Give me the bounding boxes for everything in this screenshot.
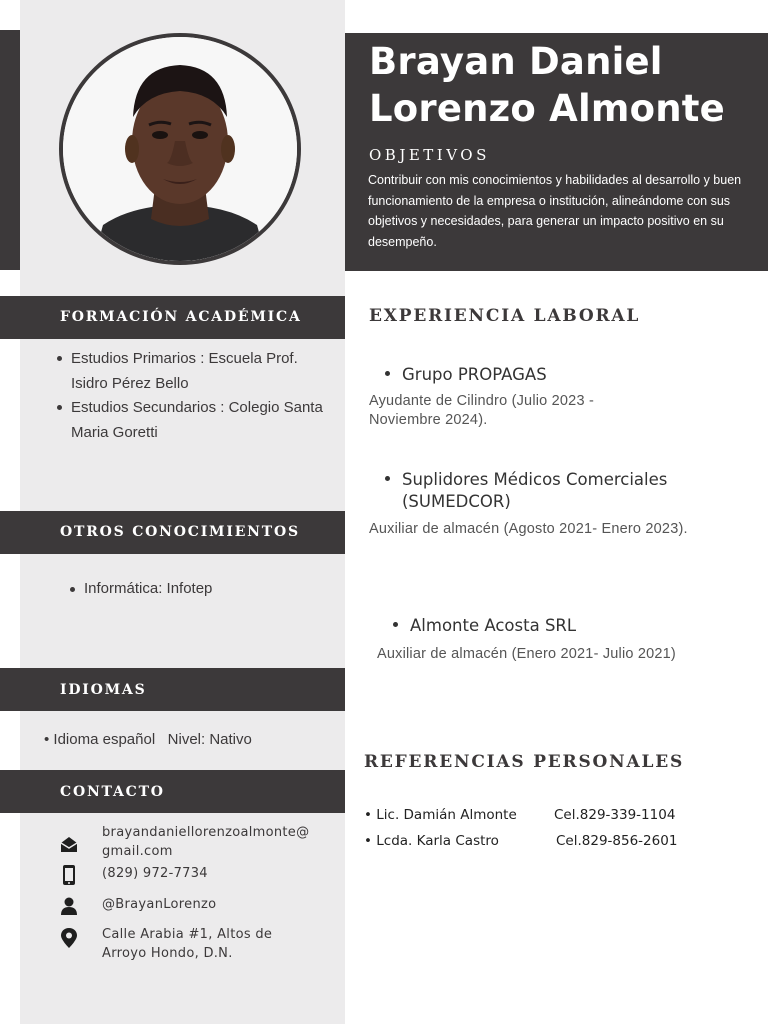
- objective-text: Contribuir con mis conocimientos y habilidades al desarrollo y buen funcionamiento de la empresa o institución, alineándome con sus objetivos y necesidades, para generar un impacto positivo en su desempeño.: [368, 173, 742, 249]
- reference-item: [364, 807, 676, 823]
- job-title: [393, 615, 576, 637]
- phone-text[interactable]: (829) 972-7734: [102, 866, 208, 881]
- other-knowledge-title: OTROS CONOCIMIENTOS: [60, 524, 300, 540]
- name-line-1: Brayan Daniel: [369, 40, 663, 83]
- languages-section-bar: [0, 668, 345, 711]
- job-company-line-2: (SUMEDCOR): [402, 492, 511, 511]
- bullet-icon: [385, 371, 390, 376]
- profile-photo: [59, 33, 301, 265]
- job-company: Suplidores Médicos Comerciales: [402, 470, 668, 489]
- job-description: Auxiliar de almacén (Enero 2021- Julio 2021): [377, 646, 676, 662]
- job-title: [385, 469, 667, 491]
- other-knowledge-list: [68, 578, 338, 600]
- email-text[interactable]: [102, 823, 309, 861]
- references-title: REFERENCIAS PERSONALES: [364, 752, 685, 772]
- reference-name: • Lcda. Karla Castro: [364, 833, 499, 849]
- experience-title: EXPERIENCIA LABORAL: [369, 306, 641, 326]
- phone-icon: [59, 864, 79, 886]
- contact-title: CONTACTO: [60, 784, 165, 800]
- bullet-icon: [385, 476, 390, 481]
- address-line-1: Calle Arabia #1, Altos de: [102, 927, 273, 942]
- address-line-2: Arroyo Hondo, D.N.: [102, 946, 233, 961]
- education-title: FORMACIÓN ACADÉMICA: [60, 309, 302, 325]
- name-line-2: Lorenzo Almonte: [369, 87, 725, 130]
- left-accent-bar: [0, 30, 20, 270]
- language-item: • Idioma español Nivel: Nativo: [44, 731, 252, 748]
- reference-item: [364, 833, 678, 849]
- address-text: [102, 925, 272, 963]
- job-description: Ayudante de Cilindro (Julio 2023 - Noviembre 2024).: [369, 393, 594, 428]
- full-name: [369, 38, 759, 132]
- email-line-1: brayandaniellorenzoalmonte@: [102, 825, 310, 840]
- location-pin-icon: [59, 927, 79, 949]
- job-company: Grupo PROPAGAS: [402, 365, 547, 384]
- reference-phone: Cel.829-856-2601: [556, 833, 678, 849]
- job-company: Almonte Acosta SRL: [410, 616, 577, 635]
- objective-title: OBJETIVOS: [369, 146, 490, 164]
- list-item: Informática: Infotep: [68, 578, 338, 600]
- languages-title: IDIOMAS: [60, 682, 147, 698]
- list-item: Estudios Secundarios : Colegio Santa Maria Goretti: [55, 396, 325, 445]
- other-knowledge-section-bar: [0, 511, 345, 554]
- job-title: [385, 364, 547, 386]
- job-description: Auxiliar de almacén (Agosto 2021- Enero 2023).: [369, 521, 688, 537]
- contact-section-bar: [0, 770, 345, 813]
- education-list: [55, 347, 325, 445]
- social-handle[interactable]: @BrayanLorenzo: [102, 897, 217, 912]
- bullet-icon: [393, 622, 398, 627]
- email-line-2: gmail.com: [102, 844, 173, 859]
- education-section-bar: [0, 296, 345, 339]
- envelope-icon: [59, 834, 79, 856]
- person-icon: [59, 896, 79, 918]
- list-item: Estudios Primarios : Escuela Prof. Isidro Pérez Bello: [55, 347, 325, 396]
- reference-phone: Cel.829-339-1104: [554, 807, 676, 823]
- reference-name: • Lic. Damián Almonte: [364, 807, 517, 823]
